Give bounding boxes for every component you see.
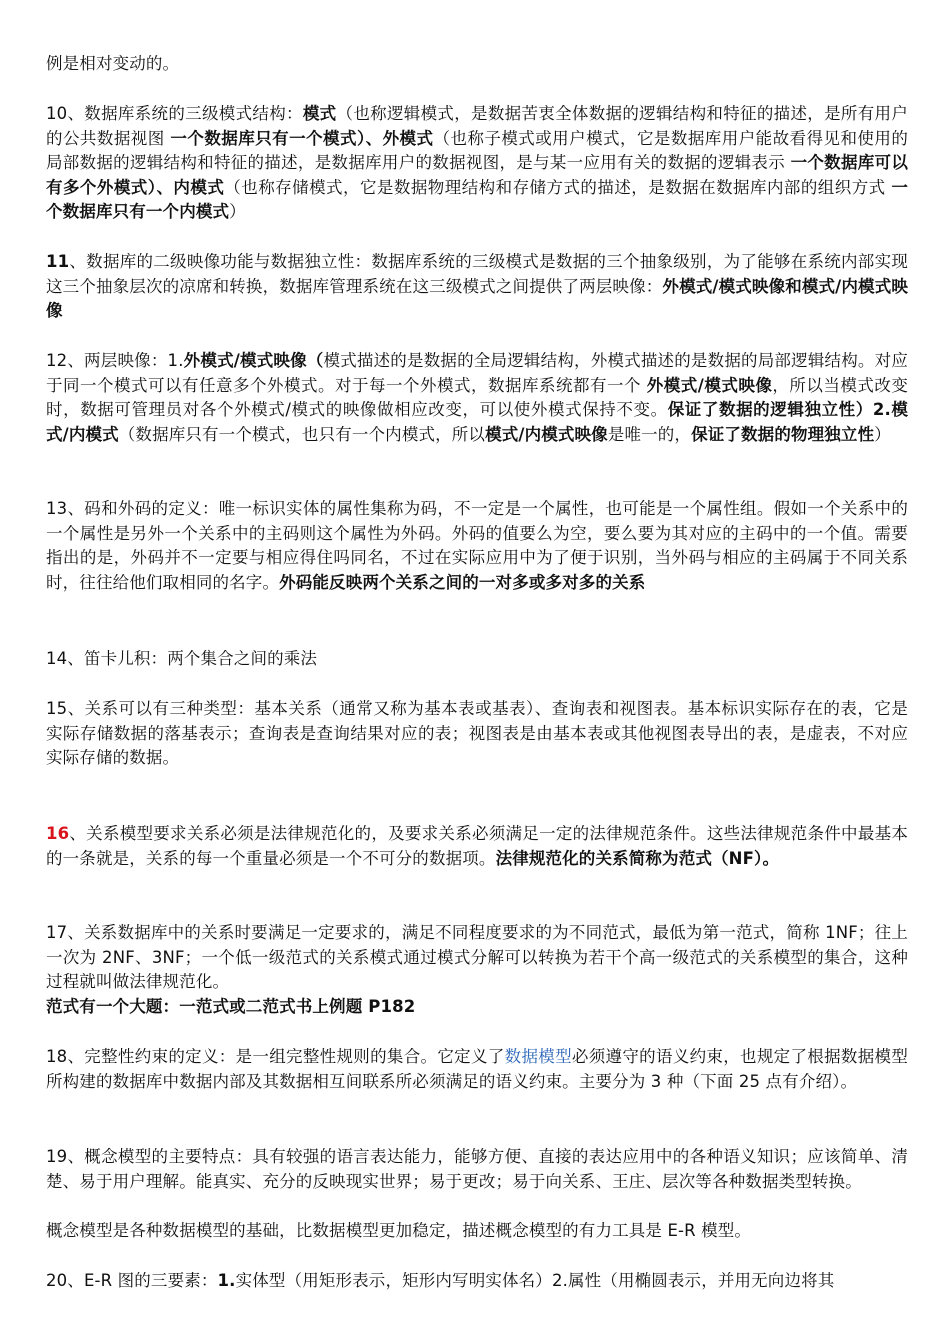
bold-text: 保证了数据的逻辑独立性）2.模式/内模式	[46, 400, 909, 444]
text-run: 19、概念模型的主要特点：具有较强的语言表达能力，能够方便、直接的表达应用中的各种语义知识；应该简单、清楚、易于用户理解。能真实、充分的反映现实世界；易于更改；易于向关系、王庄、层次等各种数据类型转换。	[46, 1147, 908, 1191]
paragraph-12-two-mappings	[46, 349, 908, 447]
paragraph-19-note	[46, 1219, 908, 1244]
text-run: 12、两层映像：1.	[46, 351, 184, 370]
paragraph-11-two-level-mapping	[46, 250, 908, 324]
bold-text: 一个数据库只有一个模式）、外模式	[170, 128, 434, 148]
bold-text: 一个数据库只有一个内模式	[46, 177, 909, 222]
paragraph-15-relation-types	[46, 697, 908, 771]
text-run: （也称逻辑模式，是数据苦衷全体数据的逻辑结构和特征的描述，是所有用户的公共数据视图	[46, 104, 908, 148]
text-run: ）	[874, 424, 891, 444]
text-run: 例是相对变动的。	[46, 54, 180, 73]
text-run: 18、完整性约束的定义：是一组完整性规则的集合。它定义了	[46, 1047, 505, 1066]
bold-text: 一个数据库可以有多个外模式）、内模式	[46, 153, 908, 197]
text-run: 13、码和外码的定义：唯一标识实体的属性集称为码，不一定是一个属性，也可能是一个属性组。假如一个关系中的一个属性是另外一个关系中的主码则这个属性为外码。外码的值要么为空，要么要为其对应的主码中的一个值。需要指出的是，外码并不一定要与相应得住吗同名，不过在实际应用中为了便于识别，当外码与相应的主码属于不同关系时，往往给他们取相同的名字。	[46, 499, 908, 592]
bold-text: 11	[46, 252, 70, 271]
text-run: ）	[229, 202, 246, 222]
text-run: 15、关系可以有三种类型：基本关系（通常又称为基本表或基表）、查询表和视图表。基本标识实际存在的表，它是实际存储数据的落基表示；查询表是查询结果对应的表；视图表是由基本表或其他视图表导出的表，是虚表，不对应实际存储的数据。	[46, 699, 908, 768]
paragraph-16-normalization	[46, 822, 908, 871]
bold-text: 外模式/模式映像	[646, 375, 773, 395]
text-run: 17、关系数据库中的关系时要满足一定要求的，满足不同程度要求的为不同范式，最低为第一范式，简称 1NF；往上一次为 2NF、3NF；一个低一级范式的关系模式通过模式分解可以转换为若干个高一级范式的关系模型的集合，这种过程就叫做法律规范化。	[46, 923, 908, 992]
text-run: ，所以当模式改变时，数据可管理员对各个外模式/模式的映像做相应改变，可以使外模式保持不变。	[46, 375, 909, 420]
paragraph-17-note	[46, 995, 908, 1020]
text-run: （也称存储模式，它是数据物理结构和存储方式的描述，是数据在数据库内部的组织方式	[224, 177, 892, 197]
text-run: （数据库只有一个模式，也只有一个内模式，所以	[118, 424, 486, 444]
text-run: 概念模型是各种数据模型的基础，比数据模型更加稳定，描述概念模型的有力工具是 E-R 模型。	[46, 1221, 752, 1240]
paragraph-18-integrity	[46, 1045, 908, 1094]
bold-text: 保证了数据的物理独立性	[691, 424, 875, 444]
text-run: 、数据库的二级映像功能与数据独立性：数据库系统的三级模式是数据的三个抽象级别，为了能够在系统内部实现这三个抽象层次的凉席和转换，数据库管理系统在这三级模式之间提供了两层映像：	[46, 252, 908, 296]
text-run: 、关系模型要求关系必须是法律规范化的，及要求关系必须满足一定的法律规范条件。这些法律规范条件中最基本的一条就是，关系的每一个重量必须是一个不可分的数据项。	[46, 824, 908, 868]
paragraph-14-cartesian-product	[46, 647, 908, 672]
bold-text: 外码能反映两个关系之间的一对多或多对多的关系	[279, 572, 646, 592]
text-run: 模式描述的是数据的全局逻辑结构，外模式描述的是数据的局部逻辑结构。对应于同一个模式可以有任意多个外模式。对于每一个外模式，数据库系统都有一个	[46, 351, 908, 395]
text-run: 20、E-R 图的三要素：	[46, 1271, 218, 1290]
paragraph-10-three-level-schema	[46, 102, 908, 225]
text-run: 14、笛卡儿积：两个集合之间的乘法	[46, 649, 318, 668]
paragraph-19-conceptual-model	[46, 1145, 908, 1194]
bold-text: 模式	[302, 104, 337, 123]
text-run: 必须遵守的语义约束，也规定了根据数据模型所构建的数据库中数据内部及其数据相互间联系所必须满足的语义约束。主要分为 3 种（下面 25 点有介绍）。	[46, 1047, 909, 1091]
text-run: （也称子模式或用户模式，它是数据库用户能故看得见和使用的局部数据的逻辑结构和特征的描述，是数据库用户的数据视图，是与某一应用有关的数据的逻辑表示	[46, 128, 908, 173]
bold-text: 模式/内模式映像	[485, 424, 608, 444]
paragraph-20-er-diagram	[46, 1269, 908, 1294]
text-run: 10、数据库系统的三级模式结构：	[46, 104, 303, 123]
bold-text: 法律规范化的关系简称为范式（NF）。	[495, 848, 780, 868]
bold-text: 外模式/模式映像（	[183, 351, 324, 370]
bold-text: 范式有一个大题：一范式或二范式书上例题 P182	[46, 997, 416, 1016]
paragraph-continuation	[46, 52, 908, 77]
hyperlink-data-model[interactable]: 数据模型	[504, 1047, 572, 1066]
text-run: 是唯一的，	[607, 424, 692, 444]
bold-text: 外模式/模式映像和模式/内模式映像	[46, 276, 908, 321]
paragraph-17-normal-forms	[46, 921, 908, 995]
paragraph-13-keys	[46, 497, 908, 595]
text-run: 实体型（用矩形表示，矩形内写明实体名）2.属性（用椭圆表示，并用无向边将其	[235, 1271, 835, 1290]
bold-text: 1.	[217, 1271, 236, 1290]
red-number: 16	[46, 824, 70, 843]
